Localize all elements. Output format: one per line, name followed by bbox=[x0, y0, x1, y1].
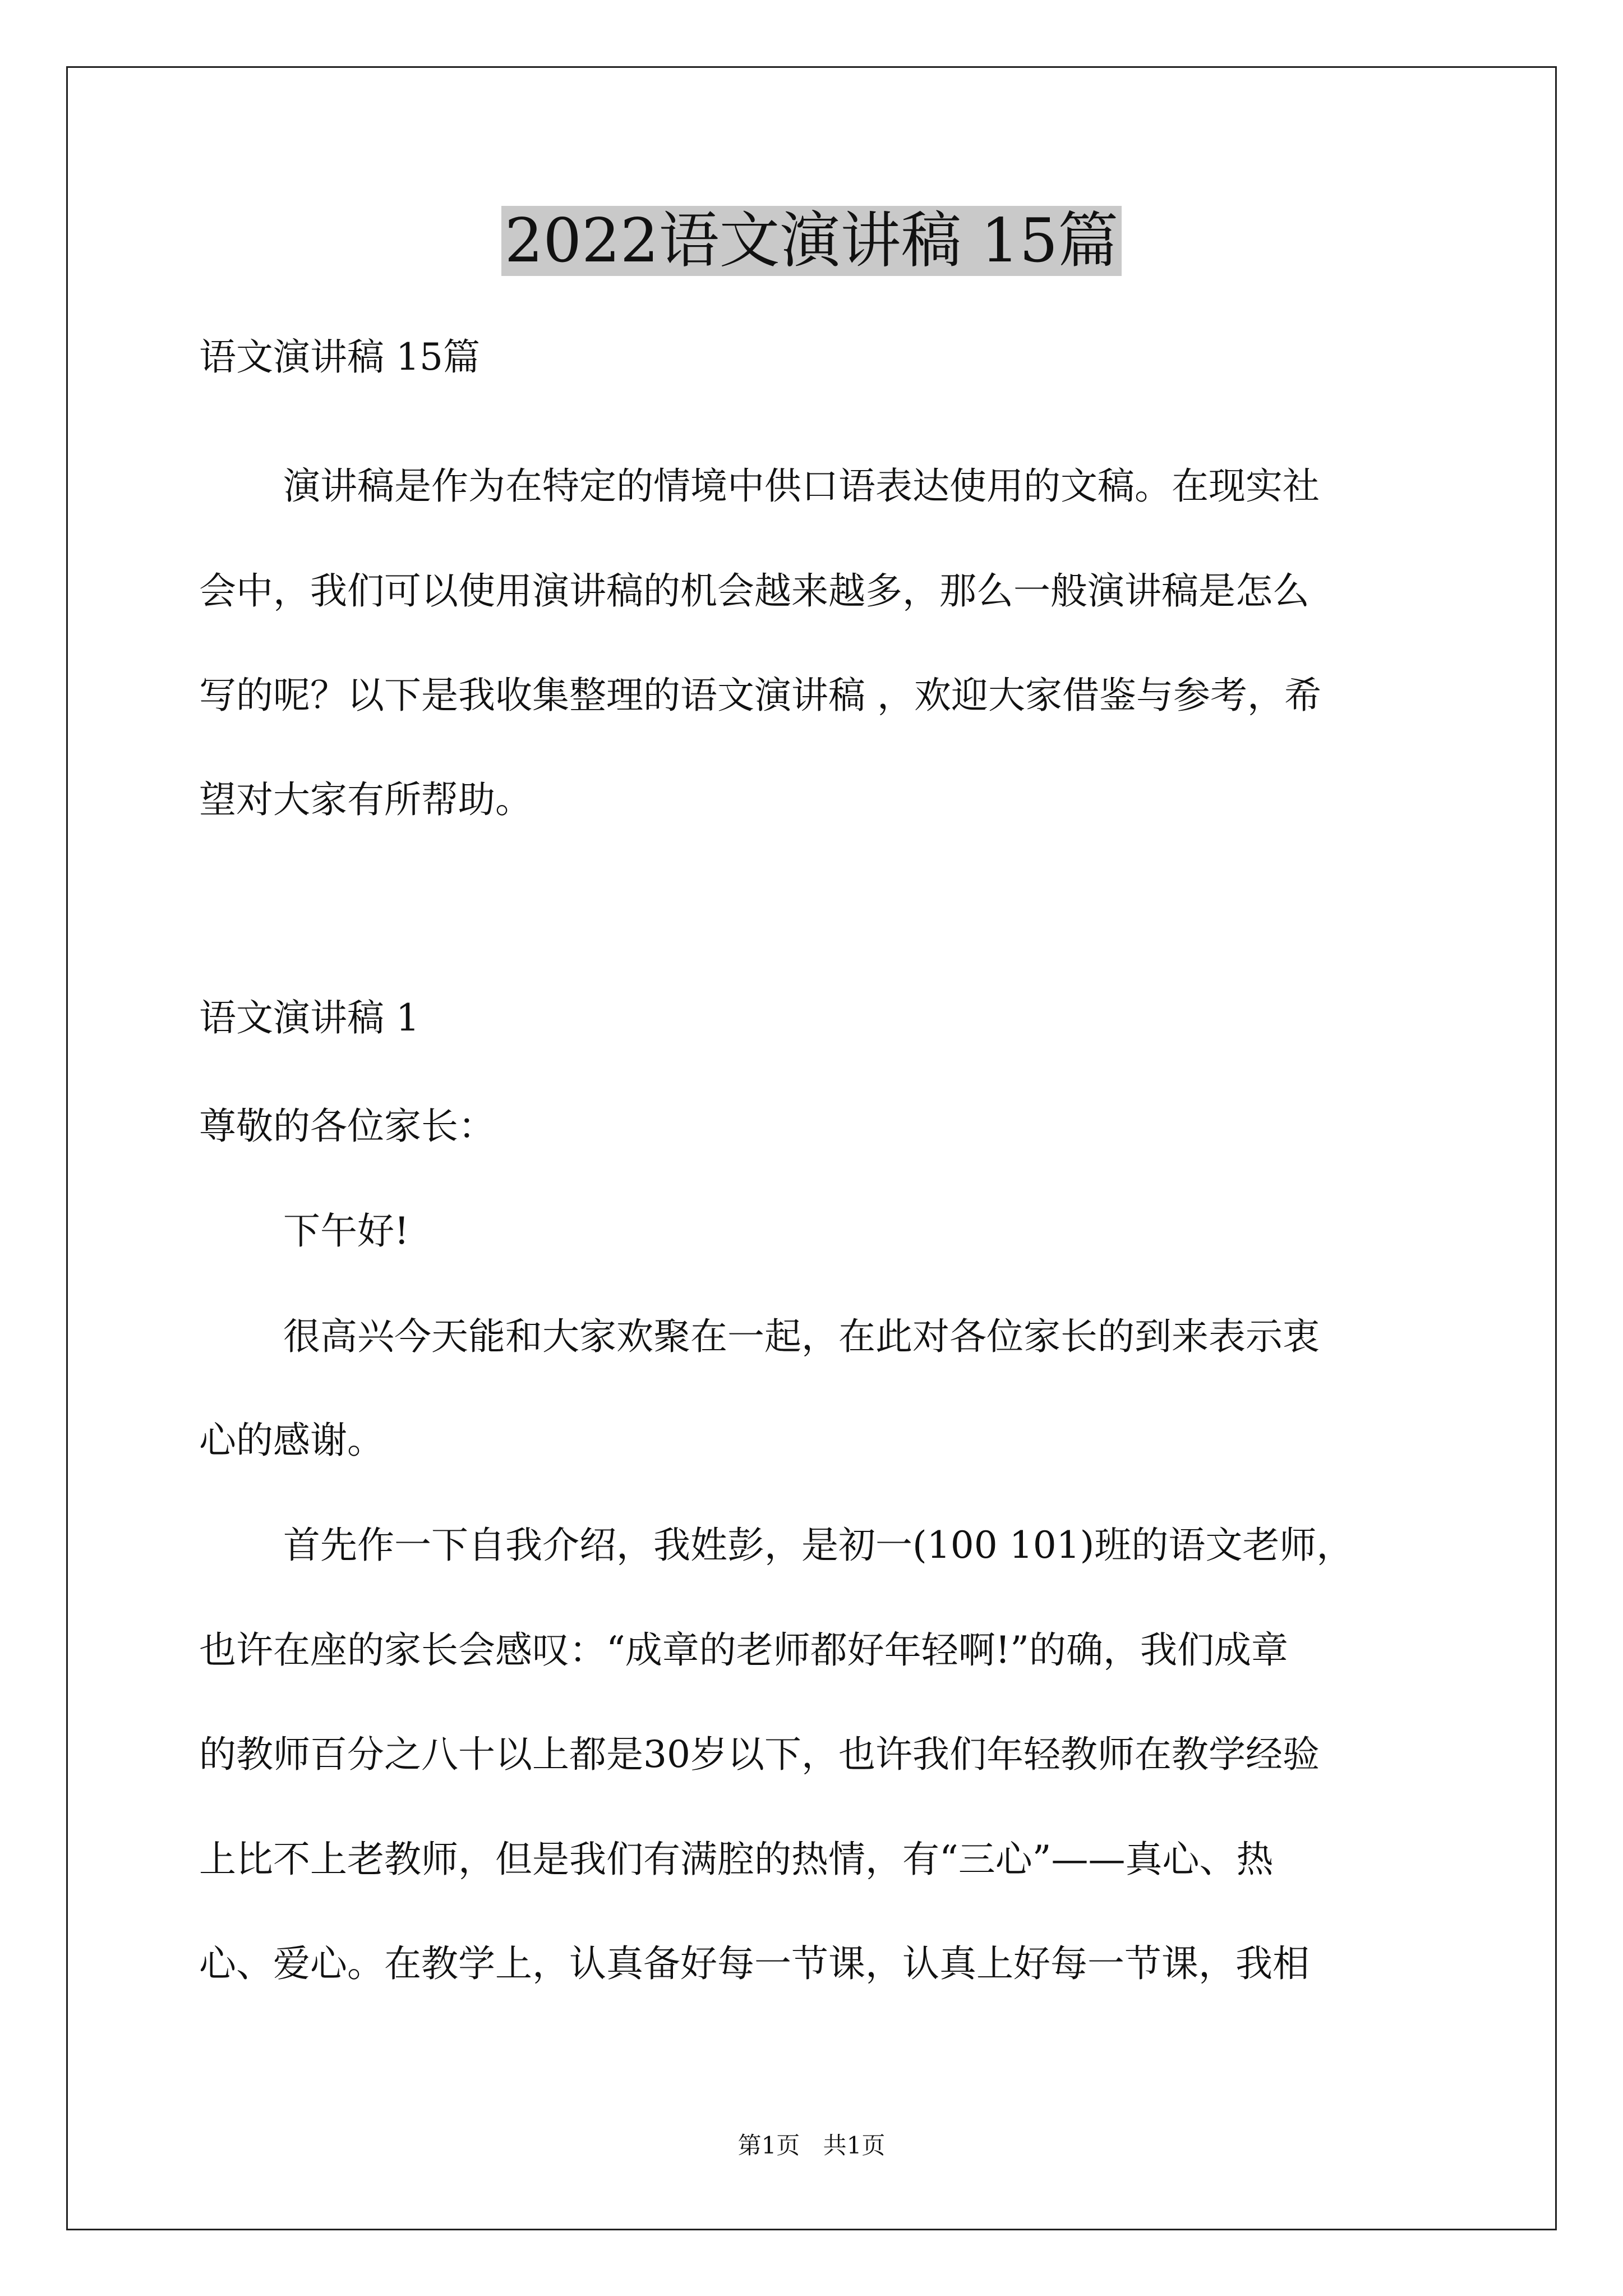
greeting-line: 下午好! bbox=[283, 1209, 409, 1253]
paragraph-line: 的教师百分之八十以上都是30岁以下，也许我们年轻教师在教学经验 bbox=[199, 1733, 1320, 1776]
paragraph-line: 很高兴今天能和大家欢聚在一起，在此对各位家长的到来表示衷 bbox=[283, 1315, 1320, 1358]
paragraph-line: 上比不上老教师，但是我们有满腔的热情，有“三心”——真心、热 bbox=[199, 1838, 1274, 1881]
paragraph-line: 首先作一下自我介绍，我姓彭，是初一(100 101)班的语文老师， bbox=[283, 1524, 1354, 1567]
page-number: 第1页 bbox=[737, 2132, 800, 2159]
paragraph-line: 演讲稿是作为在特定的情境中供口语表达使用的文稿。在现实社 bbox=[283, 464, 1320, 508]
paragraph-line: 写的呢？以下是我收集整理的语文演讲稿 ，欢迎大家借鉴与参考，希 bbox=[199, 674, 1321, 717]
paragraph-line: 心的感谢。 bbox=[199, 1419, 384, 1462]
paragraph-line: 望对大家有所帮助。 bbox=[199, 778, 532, 821]
document-title: 2022语文演讲稿 15篇 bbox=[0, 199, 1623, 283]
salutation-line: 尊敬的各位家长： bbox=[199, 1105, 495, 1148]
section-heading: 语文演讲稿 1 bbox=[199, 996, 419, 1039]
paragraph-line: 心、爱心。在教学上，认真备好每一节课，认真上好每一节课，我相 bbox=[199, 1942, 1310, 1985]
subtitle-line: 语文演讲稿 15篇 bbox=[199, 335, 480, 379]
page-total: 共1页 bbox=[823, 2132, 886, 2159]
paragraph-line: 也许在座的家长会感叹：“成章的老师都好年轻啊!”的确，我们成章 bbox=[199, 1628, 1289, 1672]
page-footer bbox=[0, 2129, 1623, 2162]
paragraph-line: 会中，我们可以使用演讲稿的机会越来越多，那么一般演讲稿是怎么 bbox=[199, 569, 1310, 613]
